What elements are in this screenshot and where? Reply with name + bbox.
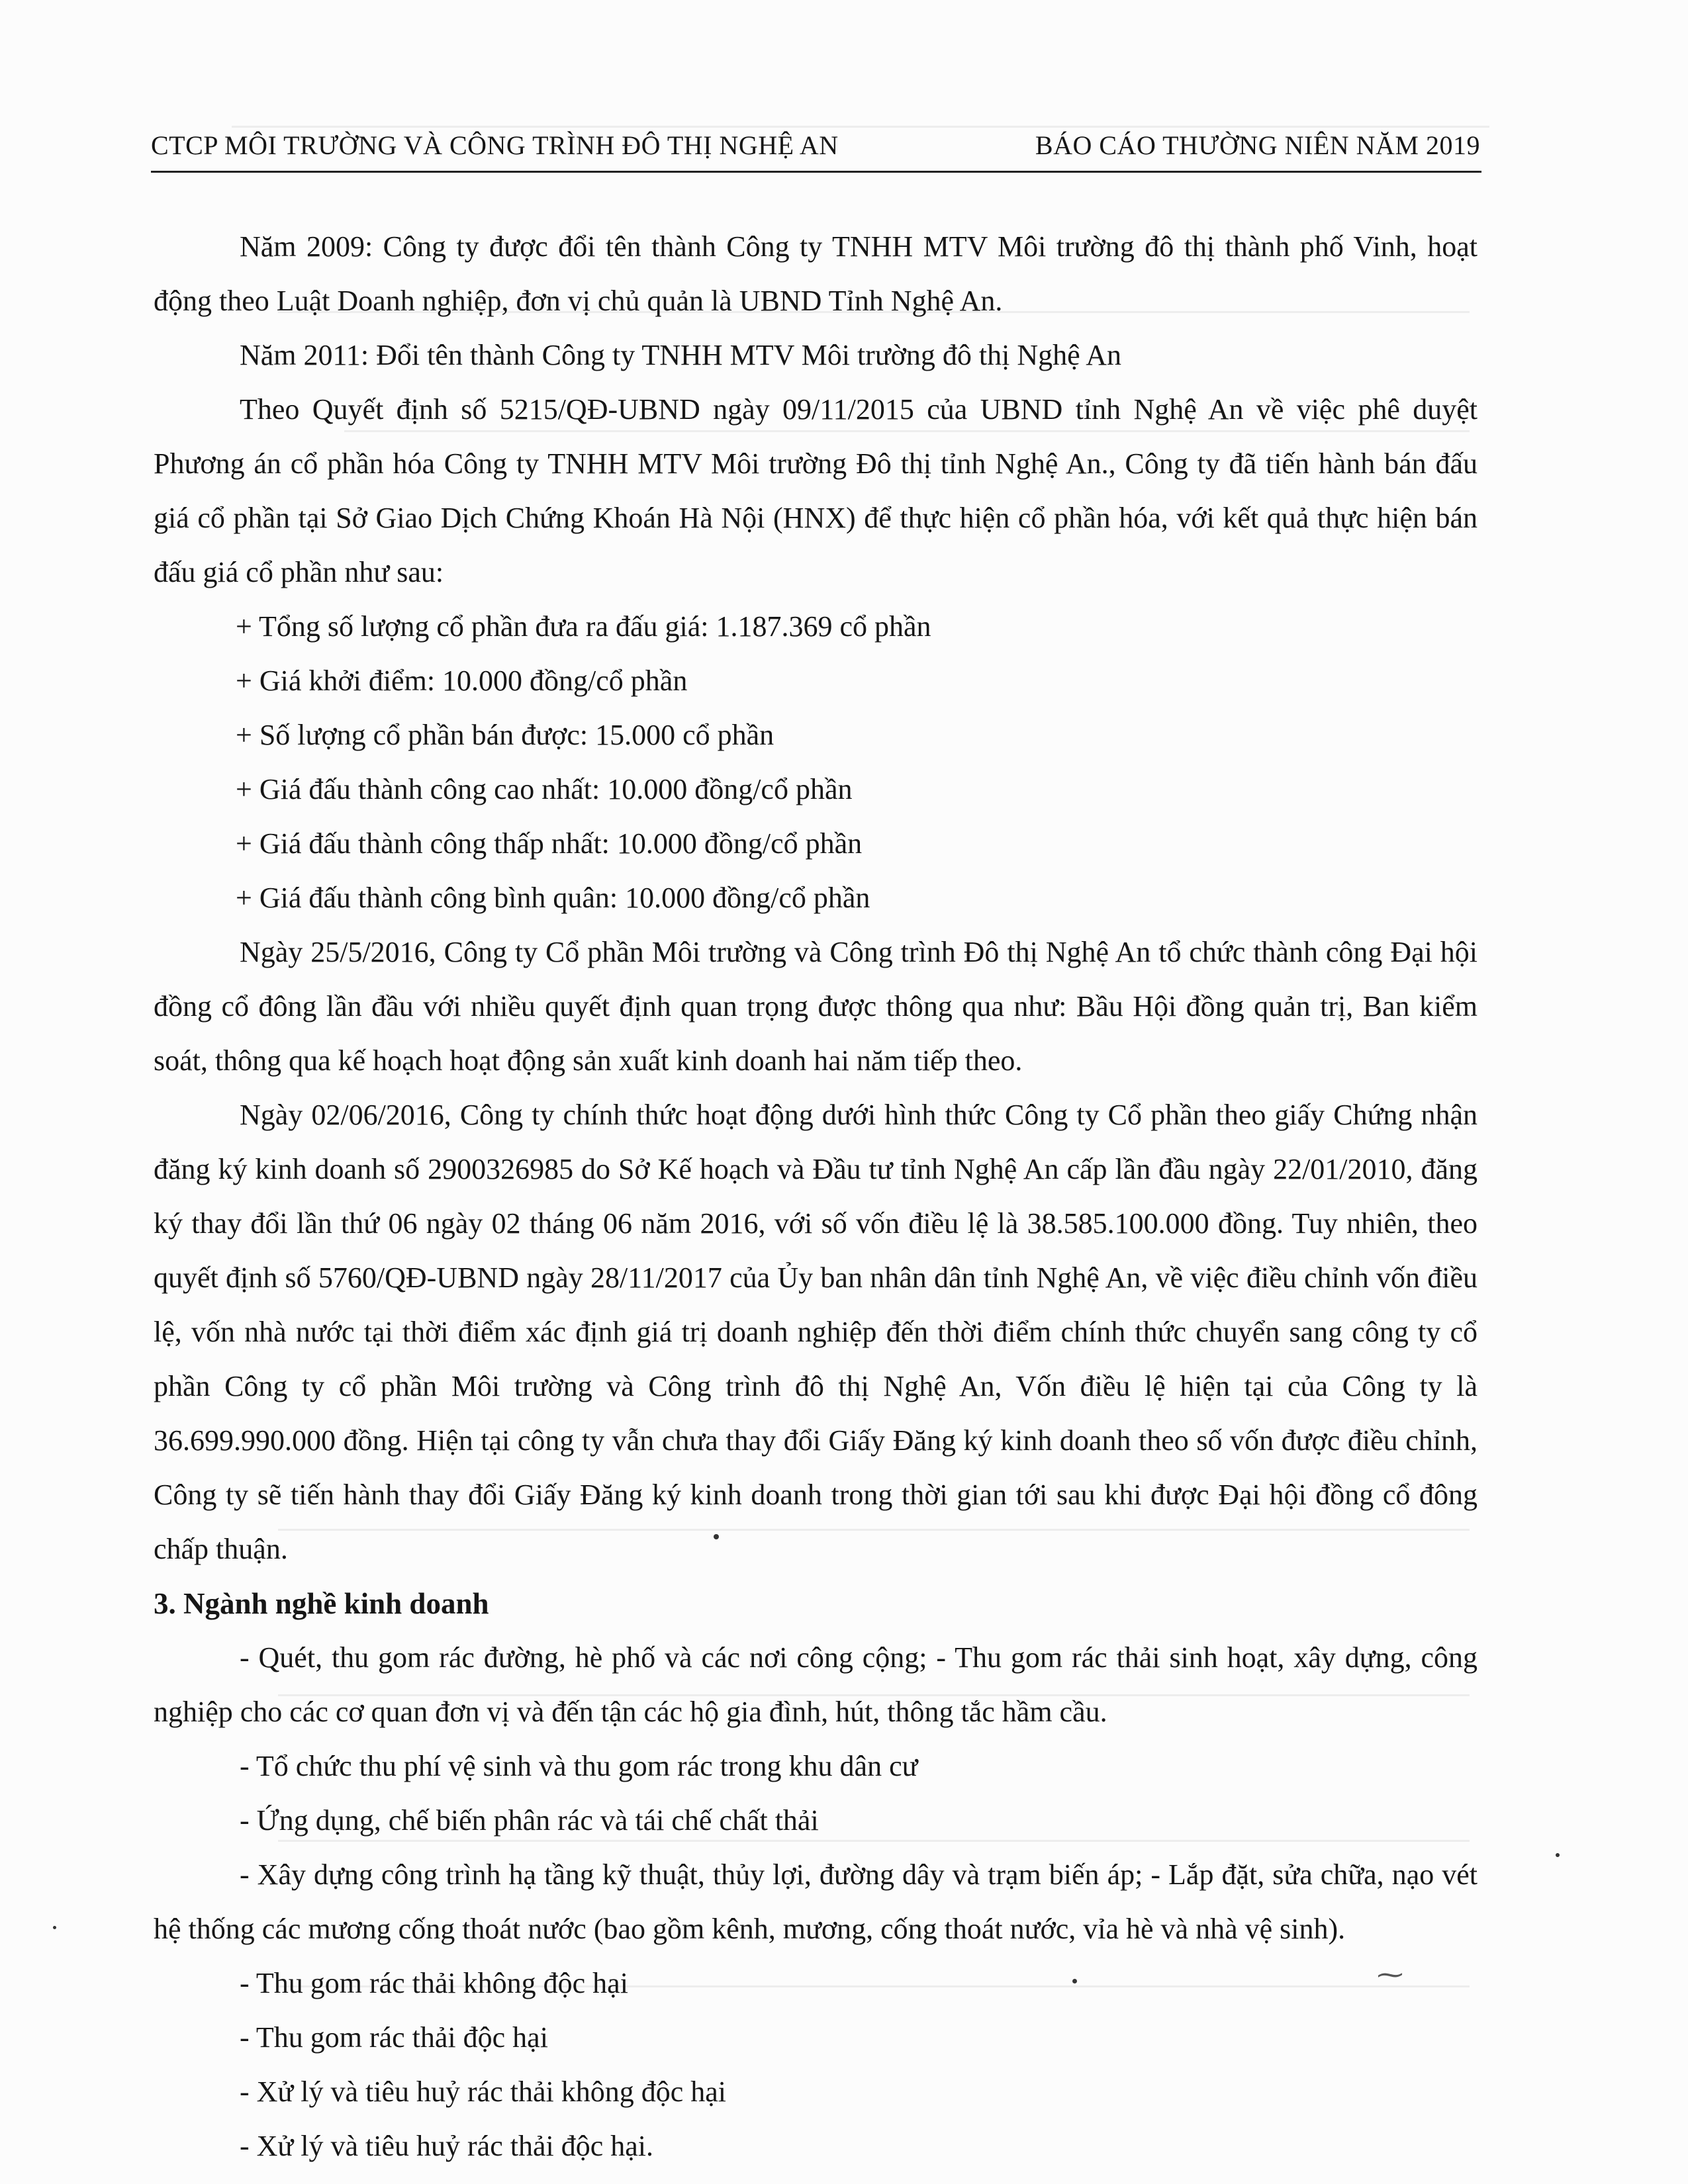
- business-line-item: - Ứng dụng, chế biến phân rác và tái chế chất thải: [240, 1804, 819, 1837]
- header-company: CTCP MÔI TRƯỜNG VÀ CÔNG TRÌNH ĐÔ THỊ NGHỆ AN: [151, 130, 839, 160]
- business-line-item: - Tổ chức thu phí vệ sinh và thu gom rác trong khu dân cư: [240, 1750, 918, 1782]
- document-body: [154, 220, 1477, 2173]
- auction-item: + Giá đấu thành công thấp nhất: 10.000 đồng/cổ phần: [236, 827, 863, 860]
- business-line-item: - Xử lý và tiêu huỷ rác thải không độc hại: [240, 2075, 726, 2108]
- paragraph: Năm 2009: Công ty được đổi tên thành Công ty TNHH MTV Môi trường đô thị thành phố Vinh, hoạt động theo Luật Doanh nghiệp, đơn vị chủ quản là UBND Tỉnh Nghệ An.: [154, 230, 1477, 317]
- business-line-item: - Thu gom rác thải độc hại: [240, 2021, 548, 2054]
- business-line-item: - Quét, thu gom rác đường, hè phố và các nơi công cộng; - Thu gom rác thải sinh hoạt, xây dựng, công nghiệp cho các cơ quan đơn vị và đến tận các hộ gia đình, hút, thông tắc hầm cầu.: [154, 1641, 1477, 1728]
- business-line-item: - Xử lý và tiêu huỷ rác thải độc hại.: [240, 2130, 653, 2162]
- business-line-item: - Xây dựng công trình hạ tầng kỹ thuật, thủy lợi, đường dây và trạm biến áp; - Lắp đặt, sửa chữa, nạo vét hệ thống các mương cống thoát nước (bao gồm kênh, mương, cống thoát nước, vỉa hè và nhà vệ sinh).: [154, 1858, 1477, 1945]
- business-line-item: - Thu gom rác thải không độc hại: [240, 1967, 628, 1999]
- auction-item: + Tổng số lượng cổ phần đưa ra đấu giá: 1.187.369 cổ phần: [236, 610, 931, 643]
- auction-item: + Giá đấu thành công cao nhất: 10.000 đồng/cổ phần: [236, 773, 853, 805]
- auction-item: + Giá khởi điểm: 10.000 đồng/cổ phần: [236, 664, 688, 697]
- header-rule: [151, 171, 1481, 173]
- paragraph: Theo Quyết định số 5215/QĐ-UBND ngày 09/11/2015 của UBND tỉnh Nghệ An về việc phê duyệt Phương án cổ phần hóa Công ty TNHH MTV Môi trường Đô thị tỉnh Nghệ An., Công ty đã tiến hành bán đấu giá cổ phần tại Sở Giao Dịch Chứng Khoán Hà Nội (HNX) để thực hiện cổ phần hóa, với kết quả thực hiện bán đấu giá cổ phần như sau:: [154, 393, 1477, 588]
- paragraph: Ngày 25/5/2016, Công ty Cổ phần Môi trường và Công trình Đô thị Nghệ An tổ chức thành công Đại hội đồng cổ đông lần đầu với nhiều quyết định quan trọng được thông qua như: Bầu Hội đồng quản trị, Ban kiểm soát, thông qua kế hoạch hoạt động sản xuất kinh doanh hai năm tiếp theo.: [154, 936, 1477, 1077]
- auction-item: + Số lượng cổ phần bán được: 15.000 cổ phần: [236, 719, 774, 751]
- header-report-title: BÁO CÁO THƯỜNG NIÊN NĂM 2019: [1035, 130, 1480, 160]
- section-heading: 3. Ngành nghề kinh doanh: [154, 1587, 489, 1620]
- scan-mark-icon: ⁓: [1377, 1960, 1403, 1989]
- auction-item: + Giá đấu thành công bình quân: 10.000 đồng/cổ phần: [236, 882, 870, 914]
- paragraph: Năm 2011: Đổi tên thành Công ty TNHH MTV Môi trường đô thị Nghệ An: [240, 339, 1122, 371]
- paragraph: Ngày 02/06/2016, Công ty chính thức hoạt động dưới hình thức Công ty Cổ phần theo giấy Chứng nhận đăng ký kinh doanh số 2900326985 do Sở Kế hoạch và Đầu tư tỉnh Nghệ An cấp lần đầu ngày 22/01/2010, đăng ký thay đổi lần thứ 06 ngày 02 tháng 06 năm 2016, với số vốn điều lệ là 38.585.100.000 đồng. Tuy nhiên, theo quyết định số 5760/QĐ-UBND ngày 28/11/2017 của Ủy ban nhân dân tỉnh Nghệ An, về việc điều chỉnh vốn điều lệ, vốn nhà nước tại thời điểm xác định giá trị doanh nghiệp đến thời điểm chính thức chuyển sang công ty cổ phần Công ty cổ phần Môi trường và Công trình đô thị Nghệ An, Vốn điều lệ hiện tại của Công ty là 36.699.990.000 đồng. Hiện tại công ty vẫn chưa thay đổi Giấy Đăng ký kinh doanh theo số vốn được điều chỉnh, Công ty sẽ tiến hành thay đổi Giấy Đăng ký kinh doanh trong thời gian tới sau khi được Đại hội đồng cổ đông chấp thuận.: [154, 1099, 1477, 1565]
